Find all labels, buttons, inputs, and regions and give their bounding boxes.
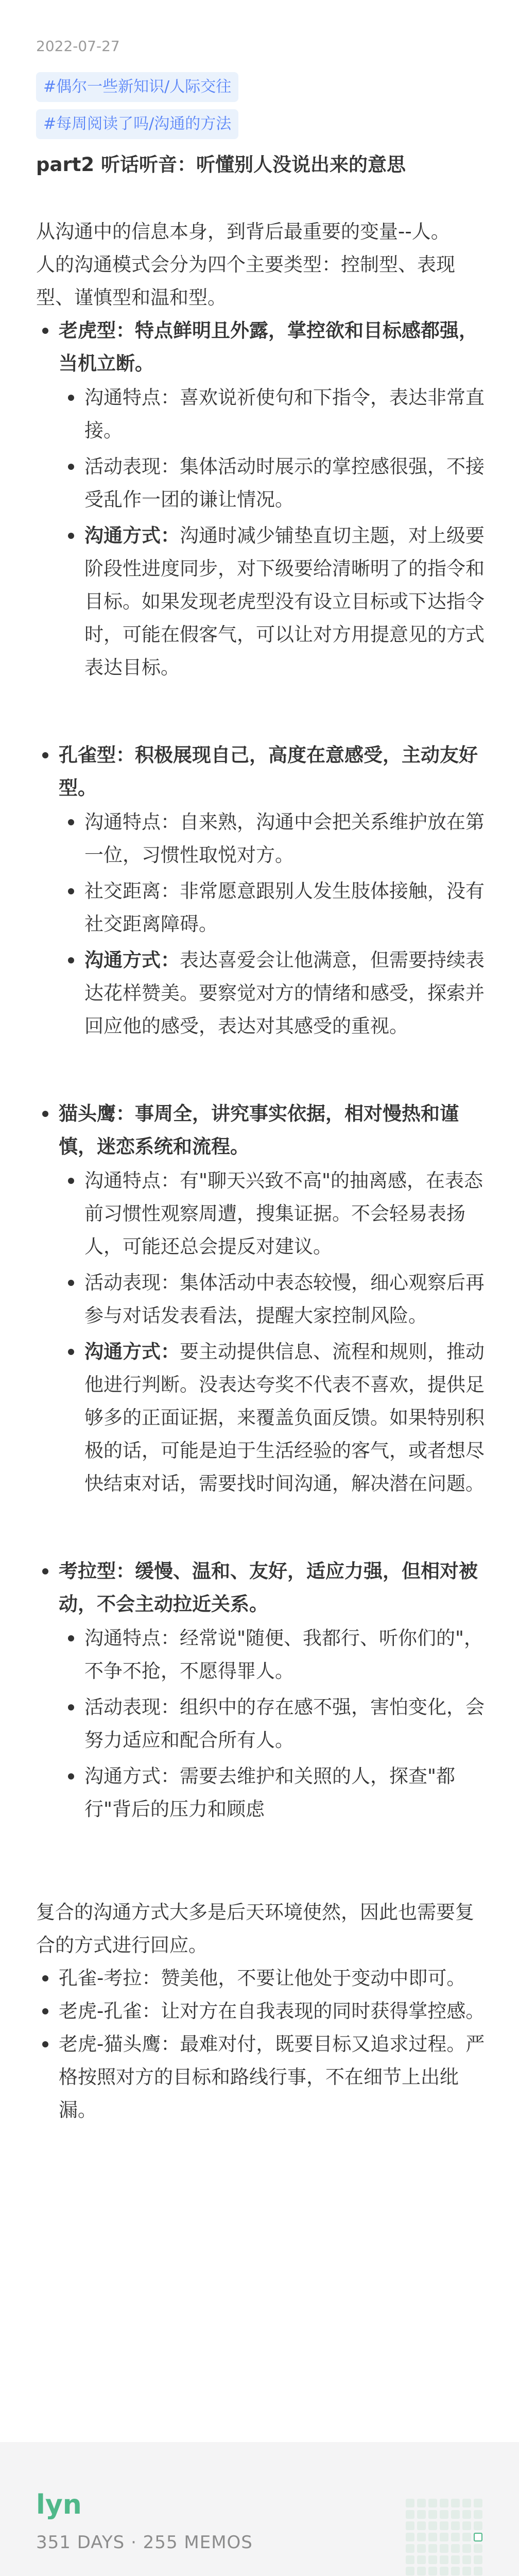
- heatmap-cell: [462, 2567, 471, 2575]
- heatmap-cell: [428, 2533, 437, 2541]
- heatmap-cell: [406, 2521, 414, 2530]
- type-heading: 考拉型：缓慢、温和、友好，适应力强，但相对被动，不会主动拉近关系。: [59, 1560, 478, 1615]
- heatmap-cell: [428, 2521, 437, 2530]
- composite-item: 孔雀-考拉：赞美他，不要让他处于变动中即可。: [36, 1962, 489, 1995]
- point-text: 非常愿意跟别人发生肢体接触，没有社交距离障碍。: [84, 880, 485, 935]
- activity-heatmap-icon: [406, 2499, 483, 2576]
- point-text: 组织中的存在感不强，害怕变化，会努力适应和配合所有人。: [84, 1696, 485, 1751]
- composite-intro: 复合的沟通方式大多是后天环境使然，因此也需要复合的方式进行回应。: [36, 1901, 474, 1956]
- memo-content: [36, 31, 489, 2127]
- point-label: 沟通方式：: [84, 524, 180, 547]
- heatmap-cell: [417, 2533, 426, 2541]
- heatmap-cell: [451, 2567, 460, 2575]
- composite-item: 老虎-孔雀：让对方在自我表现的同时获得掌控感。: [36, 1995, 489, 2028]
- point-text: 集体活动时展示的掌控感很强，不接受乱作一团的谦让情况。: [84, 455, 485, 511]
- heatmap-cell: [428, 2567, 437, 2575]
- heatmap-cell: [474, 2499, 482, 2507]
- point-label: 活动表现：: [84, 1272, 180, 1294]
- heatmap-cell: [428, 2499, 437, 2507]
- heatmap-cell: [417, 2555, 426, 2564]
- heatmap-cell: [474, 2544, 482, 2553]
- heatmap-cell: [417, 2567, 426, 2575]
- heatmap-cell: [440, 2567, 448, 2575]
- point-label: 沟通特点：: [84, 1627, 180, 1649]
- heatmap-cell: [440, 2499, 448, 2507]
- list-item: [59, 1335, 489, 1500]
- list-item: [59, 450, 489, 516]
- heatmap-cell: [462, 2555, 471, 2564]
- point-label: 沟通特点：: [84, 811, 180, 833]
- heatmap-cell: [451, 2544, 460, 2553]
- point-label: 沟通特点：: [84, 386, 180, 409]
- list-item: [59, 1691, 489, 1757]
- list-item: [59, 1760, 489, 1826]
- point-text: 经常说"随便、我都行、听你们的"，不争不抢，不愿得罪人。: [84, 1627, 483, 1682]
- type-koala: [36, 1555, 489, 1826]
- point-label: 沟通方式：: [84, 1341, 180, 1363]
- memo-date: 2022-07-27: [36, 38, 120, 55]
- heatmap-cell: [474, 2567, 482, 2575]
- point-text: 表达喜爱会让他满意，但需要持续表达花样赞美。要察觉对方的情绪和感受，探索并回应他的感受，表达对其感受的重视。: [84, 949, 485, 1037]
- type-heading: 老虎型：特点鲜明且外露，掌控欲和目标感都强，当机立断。: [59, 319, 478, 375]
- list-item: [59, 1266, 489, 1332]
- heatmap-cell: [406, 2555, 414, 2564]
- composite-item: 老虎-猫头鹰：最难对付，既要目标又追求过程。严格按照对方的目标和路线行事，不在细节上出纰漏。: [36, 2028, 489, 2127]
- point-label: 活动表现：: [84, 1696, 180, 1718]
- point-text: 自来熟，沟通中会把关系维护放在第一位，习惯性取悦对方。: [84, 811, 485, 866]
- memo-footer: [0, 2442, 519, 2576]
- heatmap-cell: [451, 2555, 460, 2564]
- heatmap-cell: [440, 2533, 448, 2541]
- heatmap-cell: [462, 2521, 471, 2530]
- heatmap-cell: [462, 2544, 471, 2553]
- heatmap-cell: [451, 2533, 460, 2541]
- type-heading: 孔雀型：积极展现自己，高度在意感受，主动友好型。: [59, 744, 478, 799]
- point-label: 沟通方式：: [84, 1765, 180, 1787]
- type-owl: [36, 1097, 489, 1500]
- type-peacock: [36, 739, 489, 1043]
- heatmap-cell: [462, 2499, 471, 2507]
- heatmap-cell: [474, 2510, 482, 2519]
- point-text: 喜欢说祈使句和下指令，表达非常直接。: [84, 386, 485, 442]
- list-item: [59, 944, 489, 1043]
- point-label: 活动表现：: [84, 455, 180, 478]
- heatmap-cell: [406, 2510, 414, 2519]
- list-item: [59, 519, 489, 684]
- point-text: 需要去维护和关照的人，探查"都行"背后的压力和顾虑: [84, 1765, 456, 1820]
- heatmap-cell: [417, 2499, 426, 2507]
- point-label: 沟通特点：: [84, 1170, 180, 1192]
- list-item: [59, 806, 489, 872]
- intro-line: 人的沟通模式会分为四个主要类型：控制型、表现型、谨慎型和温和型。: [36, 253, 455, 309]
- user-name: lyn: [36, 2489, 82, 2520]
- heatmap-cell: [406, 2567, 414, 2575]
- heatmap-cell: [428, 2510, 437, 2519]
- heatmap-cell: [462, 2510, 471, 2519]
- type-tiger: [36, 314, 489, 684]
- type-heading: 猫头鹰：事周全，讲究事实依据，相对慢热和谨慎，迷恋系统和流程。: [59, 1103, 459, 1158]
- heatmap-cell: [406, 2544, 414, 2553]
- list-item: [59, 381, 489, 447]
- memo-title: part2 听话听音：听懂别人没说出来的意思: [36, 154, 406, 176]
- tag-interpersonal[interactable]: #偶尔一些新知识/人际交往: [36, 72, 238, 102]
- heatmap-cell: [440, 2555, 448, 2564]
- heatmap-cell: [474, 2533, 482, 2541]
- point-text: 沟通时减少铺垫直切主题，对上级要阶段性进度同步，对下级要给清晰明了的指令和目标。如果发现老虎型没有设立目标或下达指令时，可能在假客气，可以让对方用提意见的方式表达目标。: [84, 524, 485, 679]
- tag-communication[interactable]: #每周阅读了吗/沟通的方法: [36, 109, 238, 139]
- heatmap-cell: [451, 2499, 460, 2507]
- heatmap-cell: [474, 2555, 482, 2564]
- intro-line: 从沟通中的信息本身，到背后最重要的变量--人。: [36, 221, 450, 243]
- list-item: [59, 1622, 489, 1688]
- heatmap-cell: [451, 2510, 460, 2519]
- heatmap-cell: [406, 2533, 414, 2541]
- heatmap-cell: [406, 2499, 414, 2507]
- list-item: [59, 1164, 489, 1263]
- heatmap-cell: [474, 2521, 482, 2530]
- point-label: 社交距离：: [84, 880, 180, 902]
- heatmap-cell: [440, 2521, 448, 2530]
- list-item: [59, 875, 489, 941]
- heatmap-cell: [440, 2510, 448, 2519]
- point-text: 要主动提供信息、流程和规则，推动他进行判断。没表达夸奖不代表不喜欢，提供足够多的正面证据，来覆盖负面反馈。如果特别积极的话，可能是迫于生活经验的客气，或者想尽快结束对话，需要找时间沟通，解决潜在问题。: [84, 1341, 485, 1495]
- user-stats: 351 DAYS · 255 MEMOS: [36, 2532, 253, 2553]
- point-text: 有"聊天兴致不高"的抽离感，在表态前习惯性观察周遭，搜集证据。不会轻易表扬人，可能还总会提反对建议。: [84, 1170, 483, 1258]
- heatmap-cell: [417, 2521, 426, 2530]
- point-text: 集体活动中表态较慢，细心观察后再参与对话发表看法，提醒大家控制风险。: [84, 1272, 485, 1327]
- heatmap-cell: [417, 2510, 426, 2519]
- heatmap-cell: [417, 2544, 426, 2553]
- point-label: 沟通方式：: [84, 949, 180, 971]
- heatmap-cell: [428, 2555, 437, 2564]
- heatmap-cell: [440, 2544, 448, 2553]
- heatmap-cell: [428, 2544, 437, 2553]
- heatmap-cell: [451, 2521, 460, 2530]
- heatmap-cell: [462, 2533, 471, 2541]
